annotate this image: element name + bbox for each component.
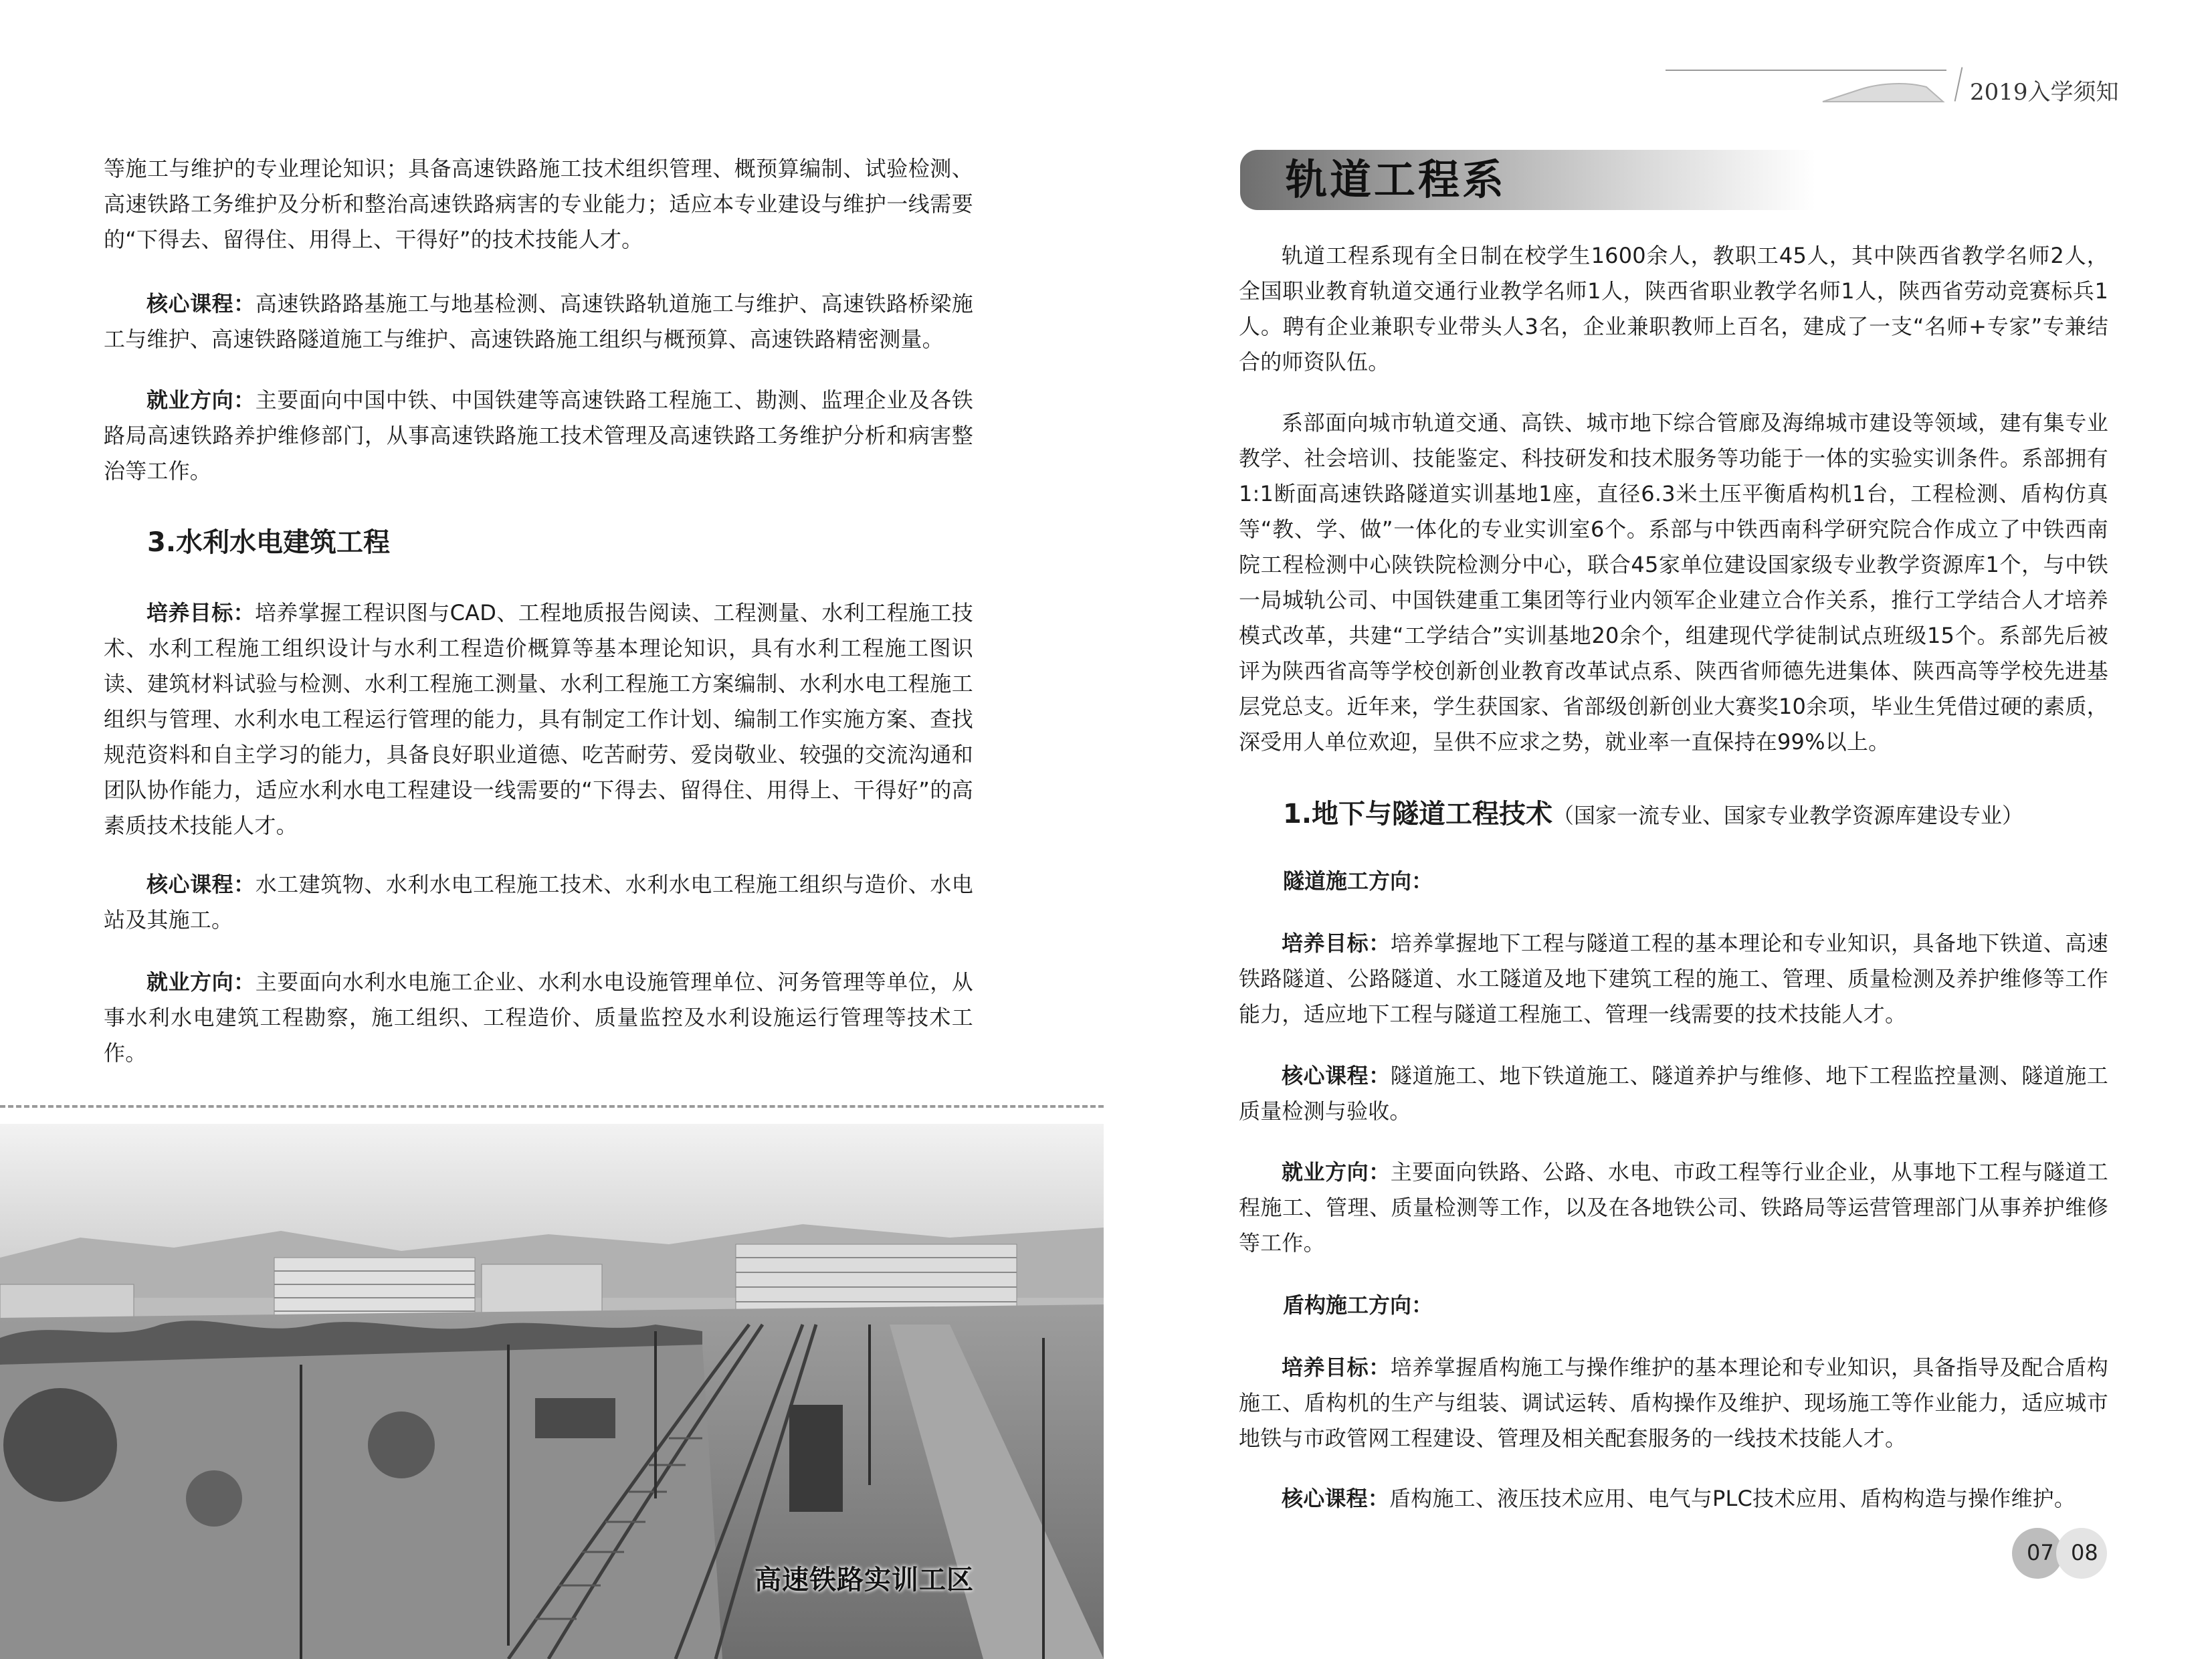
header-rule [1666,70,1946,71]
dashed-divider [0,1105,1104,1108]
page-number-right: 08 [2071,1540,2098,1565]
section-heading-note: （国家一流专业、国家专业教学资源库建设专业） [1552,803,2024,828]
core-courses-text: 水工建筑物、水利水电工程施工技术、水利水电工程施工组织与造价、水电站及其施工。 [104,872,973,933]
paragraph-employment-hsr [104,383,973,489]
label-employment: 就业方向： [1282,1159,1391,1185]
paragraph-core-courses-tunnel [1239,1058,2108,1129]
paragraph-intro [104,151,973,258]
label-employment: 就业方向： [146,387,256,413]
photo-caption: 高速铁路实训工区 [755,1565,974,1595]
paragraph-core-courses-shield [1239,1481,2108,1517]
training-goal-text: 培养掌握盾构施工与操作维护的基本理论和专业知识，具备指导及配合盾构施工、盾构机的生产与组装、调试运转、盾构操作及维护、现场施工等作业能力，适应城市地铁与市政管网工程建设、管理及相关配套服务的一线技术技能人才。 [1239,1355,2108,1451]
label-core-courses: 核心课程： [1282,1063,1391,1088]
page-number-left: 07 [2027,1540,2054,1565]
paragraph-training-goal-shield [1239,1350,2108,1456]
paragraph-training-goal-tunnel [1239,926,2108,1032]
section-heading-tunnel [1283,797,2023,832]
subheading-shield-direction: 盾构施工方向： [1283,1292,1433,1318]
section-heading-text: 1.地下与隧道工程技术 [1283,799,1553,830]
paragraph-employment-hydro [104,965,973,1071]
employment-text: 主要面向水利水电施工企业、水利水电设施管理单位、河务管理等单位，从事水利水电建筑工程勘察，施工组织、工程造价、质量监控及水利设施运行管理等技术工作。 [104,969,973,1066]
training-goal-text: 培养掌握地下工程与隧道工程的基本理论和专业知识，具备地下铁道、高速铁路隧道、公路隧道、水工隧道及地下建筑工程的施工、管理、质量检测及养护维修等工作能力，适应地下工程与隧道工程施工、管理一线需要的技术技能人才。 [1239,931,2108,1027]
section-heading-hydro: 3.水利水电建筑工程 [147,527,391,558]
paragraph-text: 等施工与维护的专业理论知识；具备高速铁路施工技术组织管理、概预算编制、试验检测、高速铁路工务维护及分析和整治高速铁路病害的专业能力；适应本专业建设与维护一线需要的“下得去、留得住、用得上、干得好”的技术技能人才。 [104,156,973,252]
core-courses-text: 隧道施工、地下铁道施工、隧道养护与维修、地下工程监控量测、隧道施工质量检测与验收。 [1239,1063,2108,1124]
label-training-goal: 培养目标： [1282,1355,1391,1380]
core-courses-text: 盾构施工、液压技术应用、电气与PLC技术应用、盾构构造与操作维护。 [1389,1486,2076,1511]
core-courses-text: 高速铁路路基施工与地基检测、高速铁路轨道施工与维护、高速铁路桥梁施工与维护、高速铁路隧道施工与维护、高速铁路施工组织与概预算、高速铁路精密测量。 [104,291,973,352]
label-training-goal: 培养目标： [1282,931,1391,956]
label-employment: 就业方向： [146,969,256,995]
label-core-courses: 核心课程： [1282,1486,1390,1511]
paragraph-employment-tunnel [1239,1155,2108,1261]
label-training-goal: 培养目标： [146,600,256,625]
train-logo-icon [1819,75,1946,106]
paragraph-core-courses-hsr [104,286,973,357]
paragraph-training-goal-hydro [104,595,973,844]
header-slash [1954,67,1963,101]
department-title: 轨道工程系 [1286,155,1507,204]
paragraph-core-courses-hydro [104,867,973,938]
training-area-photo [0,1124,1104,1659]
training-goal-text: 培养掌握工程识图与CAD、工程地质报告阅读、工程测量、水利工程施工技术、水利工程施工组织设计与水利工程造价概算等基本理论知识，具有水利工程施工图识读、建筑材料试验与检测、水利工程施工测量、水利工程施工方案编制、水利水电工程施工组织与管理、水利水电工程运行管理的能力，具有制定工作计划、编制工作实施方案、查找规范资料和自主学习的能力，具备良好职业道德、吃苦耐劳、爱岗敬业、较强的交流沟通和团队协作能力，适应水利水电工程建设一线需要的“下得去、留得住、用得上、干得好”的高素质技术技能人才。 [104,600,973,838]
running-header-title: 2019入学须知 [1970,79,2119,106]
paragraph-dept-intro-2: 系部面向城市轨道交通、高铁、城市地下综合管廊及海绵城市建设等领域，建有集专业教学、社会培训、技能鉴定、科技研发和技术服务等功能于一体的实验实训条件。系部拥有1:1断面高速铁路隧道实训基地1座，直径6.3米土压平衡盾构机1台，工程检测、盾构仿真等“教、学、做”一体化的专业实训室6个。系部与中铁西南科学研究院合作成立了中铁西南院工程检测中心陕铁院检测分中心，联合45家单位建设国家级专业教学资源库1个，与中铁一局城轨公司、中国铁建重工集团等行业内领军企业建立合作关系，推行工学结合人才培养模式改革，共建“工学结合”实训基地20余个，组建现代学徒制试点班级15个。系部先后被评为陕西省高等学校创新创业教育改革试点系、陕西省师德先进集体、陕西高等学校先进基层党总支。近年来，学生获国家、省部级创新创业大赛奖10余项，毕业生凭借过硬的素质，深受用人单位欢迎，呈供不应求之势，就业率一直保持在99%以上。 [1239,410,2108,755]
paragraph-dept-intro-1: 轨道工程系现有全日制在校学生1600余人，教职工45人，其中陕西省教学名师2人，全国职业教育轨道交通行业教学名师1人，陕西省职业教学名师1人，陕西省劳动竞赛标兵1人。聘有企业兼职专业带头人3名，企业兼职教师上百名，建成了一支“名师+专家”专兼结合的师资队伍。 [1239,243,2108,375]
employment-text: 主要面向铁路、公路、水电、市政工程等行业企业，从事地下工程与隧道工程施工、管理、质量检测等工作，以及在各地铁公司、铁路局等运营管理部门从事养护维修等工作。 [1239,1159,2108,1256]
employment-text: 主要面向中国中铁、中国铁建等高速铁路工程施工、勘测、监理企业及各铁路局高速铁路养护维修部门，从事高速铁路施工技术管理及高速铁路工务维护分析和病害整治等工作。 [104,387,973,484]
label-core-courses: 核心课程： [146,291,256,316]
label-core-courses: 核心课程： [146,872,256,897]
subheading-tunnel-direction: 隧道施工方向： [1283,868,1433,894]
